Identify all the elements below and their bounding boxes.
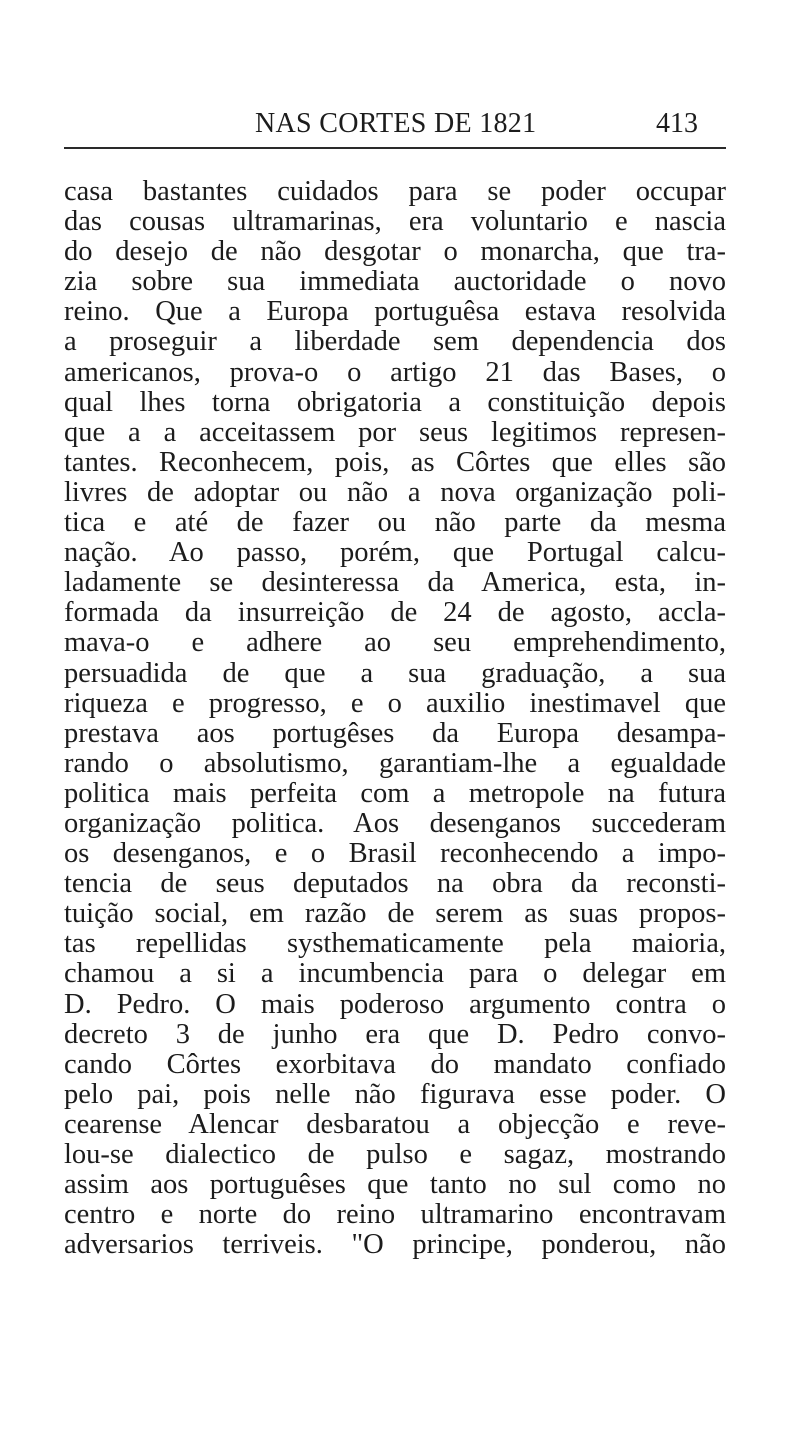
text-line: riqueza e progresso, e o auxilio inestimavel que [64, 688, 726, 719]
text-line: tas repellidas systhematicamente pela maioria, [64, 929, 726, 960]
text-line: os desenganos, e o Brasil reconhecendo a impo- [64, 839, 726, 870]
text-line: lou-se dialectico de pulso e sagaz, mostrando [64, 1140, 726, 1170]
text-line: cearense Alencar desbaratou a objecção e reve- [64, 1109, 726, 1140]
text-line: ladamente se desinteressa da America, esta, in- [64, 568, 726, 599]
text-line: livres de adoptar ou não a nova organização poli- [64, 477, 726, 508]
text-line: decreto 3 de junho era que D. Pedro convo- [64, 1019, 726, 1050]
text-line: politica mais perfeita com a metropole na futura [64, 778, 726, 809]
text-line: zia sobre sua immediata auctoridade o novo [64, 267, 726, 298]
text-line: tencia de seus deputados na obra da reconsti- [64, 869, 726, 900]
text-line: reino. Que a Europa portuguêsa estava resolvida [64, 297, 726, 328]
text-line: adversarios terriveis. "O principe, ponderou, não [64, 1230, 726, 1261]
text-line: chamou a si a incumbencia para o delegar em [64, 959, 726, 990]
text-line: tantes. Reconhecem, pois, as Côrtes que elles são [64, 447, 726, 478]
text-line: pelo pai, pois nelle não figurava esse poder. O [64, 1079, 726, 1110]
text-line: rando o absolutismo, garantiam-lhe a egualdade [64, 748, 726, 779]
text-line: prestava aos portugêses da Europa desampa- [64, 718, 726, 749]
page-number: 413 [656, 108, 698, 139]
text-line: formada da insurreição de 24 de agosto, accla- [64, 598, 726, 629]
text-line: casa bastantes cuidados para se poder occupar [64, 177, 726, 207]
running-head [64, 104, 726, 144]
text-line: tica e até de fazer ou não parte da mesma [64, 508, 726, 539]
header-rule [64, 147, 726, 149]
text-line: centro e norte do reino ultramarino encontravam [64, 1200, 726, 1231]
text-line: nação. Ao passo, porém, que Portugal calcu- [64, 538, 726, 569]
running-title: NAS CORTES DE 1821 [255, 108, 537, 139]
text-line: persuadida de que a sua graduação, a sua [64, 658, 726, 689]
text-line: qual lhes torna obrigatoria a constituição depois [64, 387, 726, 418]
text-line: assim aos portuguêses que tanto no sul como no [64, 1170, 726, 1201]
text-line: a proseguir a liberdade sem dependencia dos [64, 327, 726, 358]
text-line: D. Pedro. O mais poderoso argumento contra o [64, 989, 726, 1020]
text-line: americanos, prova-o o artigo 21 das Bases, o [64, 357, 726, 388]
text-line: que a a acceitassem por seus legitimos represen- [64, 417, 726, 448]
text-line: mava-o e adhere ao seu emprehendimento, [64, 628, 726, 659]
text-line: organização politica. Aos desenganos succederam [64, 808, 726, 839]
text-line: cando Côrtes exorbitava do mandato confiado [64, 1049, 726, 1080]
text-line: das cousas ultramarinas, era voluntario e nascia [64, 207, 726, 238]
body-text [64, 177, 726, 1260]
text-line: tuição social, em razão de serem as suas propos- [64, 899, 726, 930]
text-line: do desejo de não desgotar o monarcha, que tra- [64, 237, 726, 268]
